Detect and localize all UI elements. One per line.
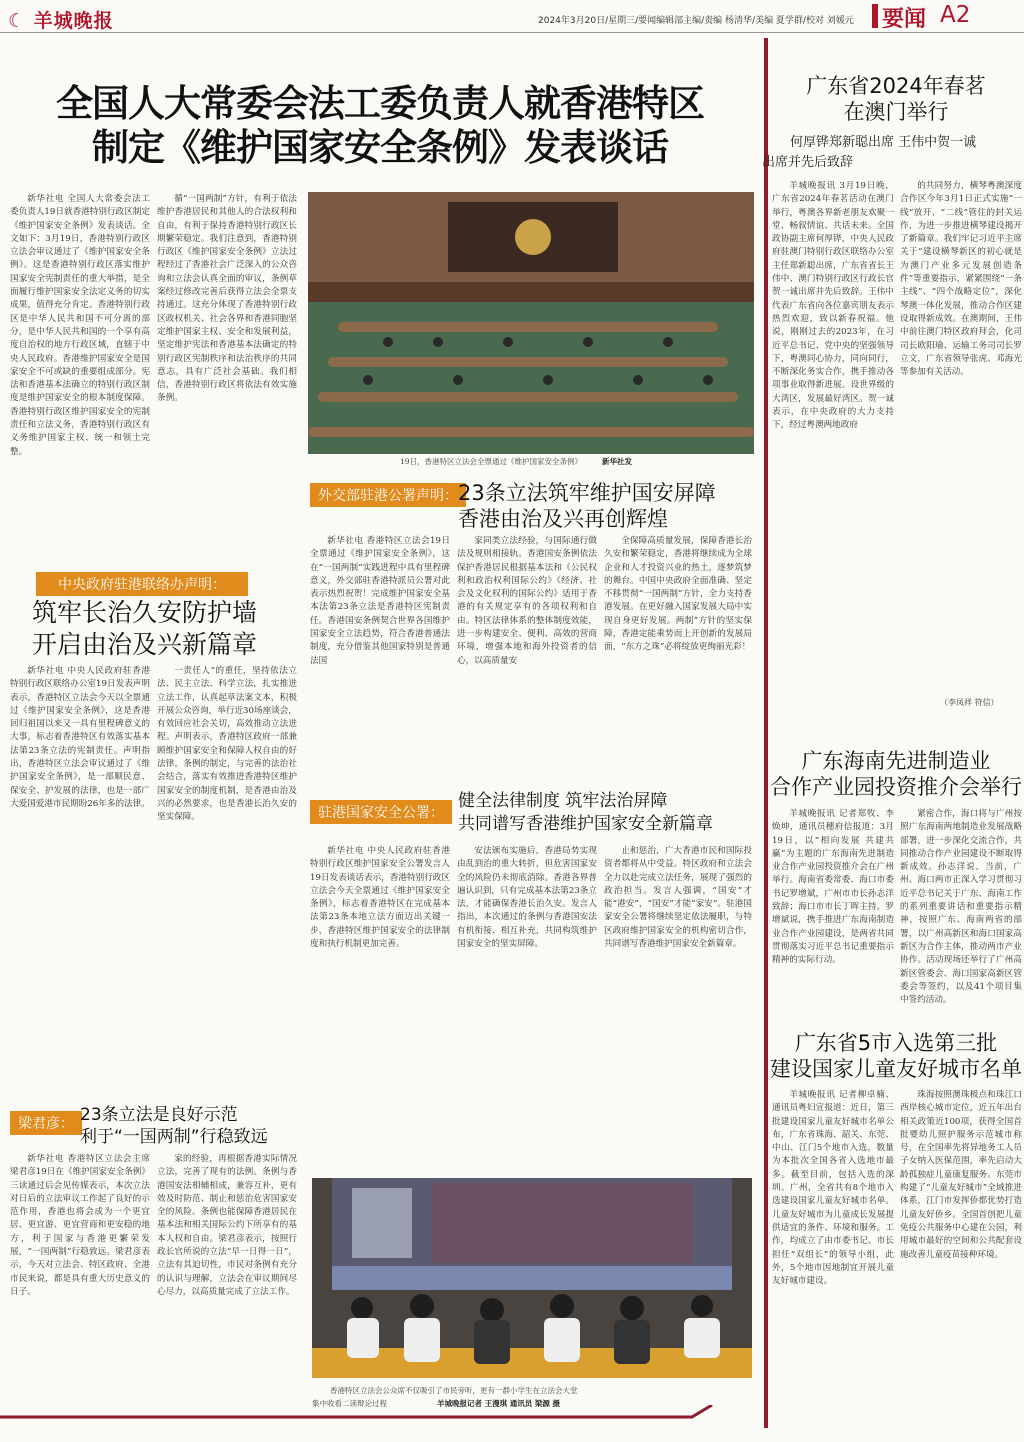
photo2-caption-line1: 香港特区立法会公众席不仅吸引了市民旁听，更有一群小学生在立法会大堂 bbox=[330, 1386, 578, 1395]
liaison-tag: 中央政府驻港联络办声明： bbox=[36, 572, 248, 596]
newspaper-logo bbox=[8, 6, 114, 33]
fmo-tag: 外交部驻港公署声明： bbox=[310, 483, 466, 507]
students-watching-image bbox=[312, 1178, 752, 1378]
liaison-headline-line1: 筑牢长治久安防护墙 bbox=[32, 598, 258, 627]
hainan-headline-line2: 合作产业园投资推介会举行 bbox=[770, 775, 1022, 799]
lead-headline-line1: 全国人大常委会法工委负责人就香港特区 bbox=[56, 82, 704, 125]
lcy-tag: 梁君彦： bbox=[10, 1111, 82, 1135]
liaison-body-col2: 一责任人”的重任，坚持依法立法、民主立法、科学立法，扎实推进立法工作，认真起草法案文本，积极开展公众咨询，举行近30场座谈会，有效回应社会关切，高效推动立法进程。声明表示，香港特区政府一部兼顾维护国家安全和保障人权自由的好法律。条例的制定，与完善的法治社会结合，落实有效推进香港特区维护国家安全的制度机制，是香港由治及兴的必然要求，也是香港长治久安的坚实保障。 bbox=[157, 666, 297, 823]
children-headline-line1: 广东省5市入选第三批 bbox=[794, 1031, 998, 1055]
logo-swirl-icon: ☾ bbox=[8, 10, 27, 32]
masthead-rule bbox=[0, 32, 1024, 33]
logo-text: 羊城晚报 bbox=[33, 10, 114, 32]
liaison-headline-line2: 开启由治及兴新篇章 bbox=[32, 630, 258, 659]
hainan-headline bbox=[770, 748, 1022, 800]
nsa-headline-line2: 共同谱写香港维护国家安全新篇章 bbox=[458, 814, 713, 834]
fmo-headline bbox=[458, 480, 758, 532]
section-marker bbox=[872, 4, 878, 28]
hainan-body-col1: 羊城晚报讯 记者郑牧、李焕坤，通讯员穗府信报道：3月19日，以“相向发展 共建共赢”为主题的广东海南先进制造业合作产业园投资推介会在广州举行。海南省委常委、海口市委书记罗增斌，广州市市长孙志洋致辞；海口市市长丁晖主持。罗增斌说，携手推进广东海南制造业合作产业园建设，是两省共同贯彻落实习近平总书记重要指示精神的实际行动。 bbox=[772, 809, 894, 966]
photo2-credit: 羊城晚报记者 王漫琪 通讯员 梁源 摄 bbox=[437, 1399, 560, 1408]
lead-headline-line2: 制定《维护国家安全条例》发表谈话 bbox=[92, 126, 668, 169]
macau-subhead-line2: 出席并先后致辞 bbox=[762, 155, 854, 170]
hainan-headline-line1: 广东海南先进制造业 bbox=[801, 749, 991, 773]
photo2-frame-line bbox=[0, 1405, 760, 1425]
lcy-headline-line2: 利于“一国两制”行稳致远 bbox=[80, 1127, 268, 1147]
nsa-body-col3: 止和惩治，广大香港市民和国际投资者都将从中受益。特区政府和立法会全力以赴完成立法任务，展现了强烈的政治担当。发言人强调，“国安”才能“港安”，“国安”才能“家安”。驻港国家安全公署将继续坚定依法履职，与特区政府维护国家安全的机构密切合作，共同谱写香港维护国家安全新篇章。 bbox=[604, 846, 752, 950]
macau-signature: （李凤祥 符信） bbox=[940, 698, 999, 707]
issue-info: 2024年3月20日/星期三/要闻编辑部主编/责编 杨清华/美编 夏学群/校对 刘媛元 bbox=[538, 16, 854, 26]
lead-headline bbox=[6, 82, 754, 170]
liaison-headline bbox=[32, 597, 257, 661]
macau-subhead-line1: 何厚铧郑新聪出席 王伟中贺一诚 bbox=[790, 135, 977, 150]
nsa-headline-line1: 健全法律制度 筑牢法治屏障 bbox=[458, 791, 668, 811]
legislature-photo bbox=[308, 192, 754, 454]
children-headline-line2: 建设国家儿童友好城市名单 bbox=[770, 1057, 1022, 1081]
photo2-caption-line2-text: 集中收看二读辩论过程 bbox=[312, 1399, 387, 1408]
hainan-body-col2: 紧密合作，海口将与广州按照广东海南两地制造业发展战略部署，进一步深化交流合作，共同推动合作产业园建设不断取得新成效。孙志洋说，当前，广州、海口两市正深入学习贯彻习近平总书记关于广东、海南工作的系列重要讲话和重要指示精神，按照广东、海南两省的部署，以广州高新区和海口国家高新区为合作主体，推动两市产业协作。活动现场还举行了广州高新区管委会、海口国家高新区管委会等签约，以及41个项目集中签约活动。 bbox=[900, 809, 1022, 1006]
lcy-body-col1: 新华社电 香港特区立法会主席梁君彦19日在《维护国家安全条例》三读通过后会见传媒表示，本次立法对日后的立法审议工作起了良好的示范作用，香港也将会成为一个更宜居、更宜游、更宜营商和更安稳的地方，利于国家与香港更繁荣发展，“一国两制”行稳致远。梁君彦表示，今天对立法会、特区政府、全港市民来说，都是具有重大历史意义的日子。 bbox=[10, 1154, 150, 1297]
page-number: A2 bbox=[940, 2, 971, 28]
column-divider bbox=[764, 38, 768, 1428]
photo1-caption bbox=[400, 456, 632, 467]
students-photo bbox=[312, 1178, 752, 1378]
macau-body-col1: 羊城晚报讯 3月19日晚，广东省2024年春茗活动在澳门举行，粤澳各界新老朋友欢聚一堂、畅叙情谊、共话未来。全国政协副主席何厚铧，中央人民政府驻澳门特别行政区联络办公室主任郑新聪出席，广东省省长王伟中、澳门特别行政区行政长官贺一诚出席并先后致辞。王伟中代表广东省向各位嘉宾朋友表示热烈欢迎，致以新春祝福。他说，刚刚过去的2023年，在习近平总书记、党中央的坚强领导下，粤澳同心协力，同向同行，不断深化务实合作，携手推动各项事业取得新进展。设世界级的大湾区，发展最好湾区。贺一诚表示，在中央政府的大力支持下，经过粤澳两地政府 bbox=[772, 181, 894, 431]
lead-body-col1: 新华社电 全国人大常委会法工委负责人19日就香港特别行政区制定《维护国家安全条例》发表谈话。全文如下：3月19日，香港特别行政区立法会审议通过了《维护国家安全条例》。这是香港特别行政区落实维护国家安全宪制责任的重大举措，是全面履行维护国家安全法定义务的切实成果，值得充分肯定。香港特别行政区是中华人民共和国不可分离的部分，是中华人民共和国的一个享有高度自治权的地方行政区域，直辖于中央人民政府。香港维护国家安全是国家安全不可或缺的重要组成部分。宪法和香港基本法确立的特别行政区制度是维护国家安全的根本制度保障。香港特别行政区维护国家安全的宪制责任和立法义务，香港特别行政区有义务维护国家主权、统一和领土完整。 bbox=[10, 194, 150, 457]
macau-headline-line2: 在澳门举行 bbox=[843, 100, 949, 124]
macau-body-col2: 的共同努力，横琴粤澳深度合作区今年3月1日正式实施“一线”放开、“二线”管住的封关运作，为进一步推进横琴建设揭开了新篇章。我们牢记习近平主席关于“建设横琴新区的初心就是为澳门产业多元发展创造条件”等重要指示，紧紧围绕“一条主线”、“四个战略定位”，深化琴澳一体化发展，推动合作区建设取得新成效。在澳期间，王伟中前往澳门特区政府拜会，化司司长欧阳瑜、运输工务司司长罗立文，广东省领导张虎、邓海光等参加有关活动。 bbox=[900, 181, 1022, 378]
legislature-chamber-image bbox=[308, 192, 754, 454]
children-headline bbox=[770, 1030, 1022, 1082]
nsa-headline bbox=[458, 790, 758, 836]
fmo-headline-line1: 23条立法筑牢维护国安屏障 bbox=[458, 481, 716, 505]
photo1-credit: 新华社发 bbox=[602, 457, 633, 466]
nsa-body-col2: 安法颁布实施后，香港局势实现由乱到治的重大转折，但危害国家安全的风险仍未彻底消除。香港各界普遍认识到，只有完成基本法第23条立法，才能确保香港长治久安。发言人指出，本次通过的条例与香港国安法有机衔接、相互补充，共同构筑维护国家安全的坚实屏障。 bbox=[457, 846, 597, 950]
fmo-body-col2: 家同类立法经验，与国际通行做法及规则相接轨。香港国安条例依法保护香港居民根据基本法和《公民权利和政治权利国际公约》《经济、社会及文化权利的国际公约》适用于香港的有关规定享有的各项权利和自由。特区法律体系的整体制度效能，进一步构建安全、便利、高效的营商环境，增强本地和海外投资者的信心，以高质量安 bbox=[457, 536, 597, 666]
fmo-headline-line2: 香港由治及兴再创辉煌 bbox=[458, 507, 668, 531]
lead-body-col2: 循“一国两制”方针，有利于依法维护香港居民和其他人的合法权利和自由，有利于保持香港特别行政区长期繁荣稳定。我们注意到，香港特别行政区《维护国家安全条例》立法过程经过了香港社会广泛深入的公众咨询和立法会认真全面的审议，条例草案经过修改完善后获得立法会全票支持通过。这充分体现了香港特别行政区政权机关、社会各界和香港同胞坚定维护国家主权、安全和发展利益，坚定维护宪法和香港基本法确定的特别行政区宪制秩序和法治秩序的共同意志，具有广泛社会基础。我们相信，香港特别行政区将依法有效实施条例。 bbox=[157, 194, 297, 404]
section-name: 要闻 bbox=[882, 7, 927, 32]
lcy-headline bbox=[80, 1104, 310, 1148]
lcy-body-col2: 家的经验，再根据香港实际情况立法，完善了现有的法例。条例与香港国安法相辅相成，兼容互补，更有效及时防范、制止和惩治危害国家安全的风险。条例也能保障香港居民在基本法和相关国际公约下所享有的基本人权和自由。梁君彦表示，按照行政长官所说的立法“早一日得一日”，立法有其迫切性，市民对条例有充分的认识与理解，立法会在审议期间尽心尽力，以高质量完成了立法工作。 bbox=[157, 1154, 297, 1297]
liaison-body-col1: 新华社电 中央人民政府驻香港特别行政区联络办公室19日发表声明表示，香港特区立法会今天以全票通过《维护国家安全条例》，这是香港回归祖国以来又一具有里程碑意义的大事，标志着香港特区有效落实基本法第23条立法的宪制责任。声明指出，香港特区立法会审议通过了《维护国家安全条例》，是一部顺民意、保安全、护发展的法律，也是一部广大爱国爱港市民期盼26年多的法律。 bbox=[10, 666, 150, 809]
fmo-body-col3: 全保障高质量发展，保障香港长治久安和繁荣稳定，香港将继续成为全球企业和人才投资兴业的热土，逐梦筑梦的舞台。中国中央政府全面准确、坚定不移贯彻“一国两制”方针，全力支持香港发展。在更好融入国家发展大局中实现自身更好发展。两制”方针的坚实保障，香港定能乘势而上开创新的发展局面，“东方之珠”必将绽放更绚丽光彩！ bbox=[604, 536, 752, 653]
macau-headline bbox=[770, 73, 1022, 125]
nsa-body-col1: 新华社电 中央人民政府驻香港特别行政区维护国家安全公署发言人19日发表谈话表示，香港特别行政区立法会今天全票通过《维护国家安全条例》，标志着香港特区在完成基本法第23条本地立法方面迈出关键一步，香港特区维护国家安全的法律制度和执行机制更加完善。 bbox=[310, 846, 450, 950]
children-body-col1: 羊城晚报讯 记者柳卓楠、通讯员粤妇宣报道：近日，第三批建设国家儿童友好城市名单公布，广东省珠海、韶关、东莞、中山、江门5个地市入选，数量为本批次全国各省入选地市最多。截至目前，包括入选的深圳、广州，全省共有8个地市入选建设国家儿童友好城市名单。儿童友好城市为儿童成长发展提供适宜的条件、环境和服务。工作，均成立了由市委书记、市长担任“双组长”的领导小组，此外，5个地市因地制宜开展儿童友好城市建设。 bbox=[772, 1090, 894, 1287]
fmo-body-col1: 新华社电 香港特区立法会19日全票通过《维护国家安全条例》，这在“一国两制”实践进程中具有里程碑意义，外交部驻香港特派员公署对此表示热烈祝贺！完成维护国家安全基本法第23条立法是香港特区宪制责任。香港国安条例契合世界各国维护国家安全立法趋势，符合香港普通法制度，充分借鉴其他国家特别是普通法国 bbox=[310, 536, 450, 666]
children-body-col2: 珠海按照澳珠极点和珠江口西岸核心城市定位，近五年出台相关政策近100项，获得全国首批婴幼儿照护服务示范城市称号，在全国率先将异地务工人员子女纳入医保范围，率先启动大龄孤独症儿童康复服务。东莞市构建了“儿童友好城市”全域推进体系，江门市发挥侨都优势打造儿童友好侨乡。全国首创把儿童免疫公共服务中心建在公园，利用城市最好的空间和公共配套设施改善儿童疫苗接种环境。 bbox=[900, 1090, 1022, 1260]
nsa-tag: 驻港国家安全公署： bbox=[310, 800, 452, 824]
photo1-caption-text: 19日，香港特区立法会全票通过《维护国家安全条例》 bbox=[400, 457, 583, 466]
lcy-headline-line1: 23条立法是良好示范 bbox=[80, 1105, 238, 1125]
macau-headline-line1: 广东省2024年春茗 bbox=[806, 74, 986, 98]
